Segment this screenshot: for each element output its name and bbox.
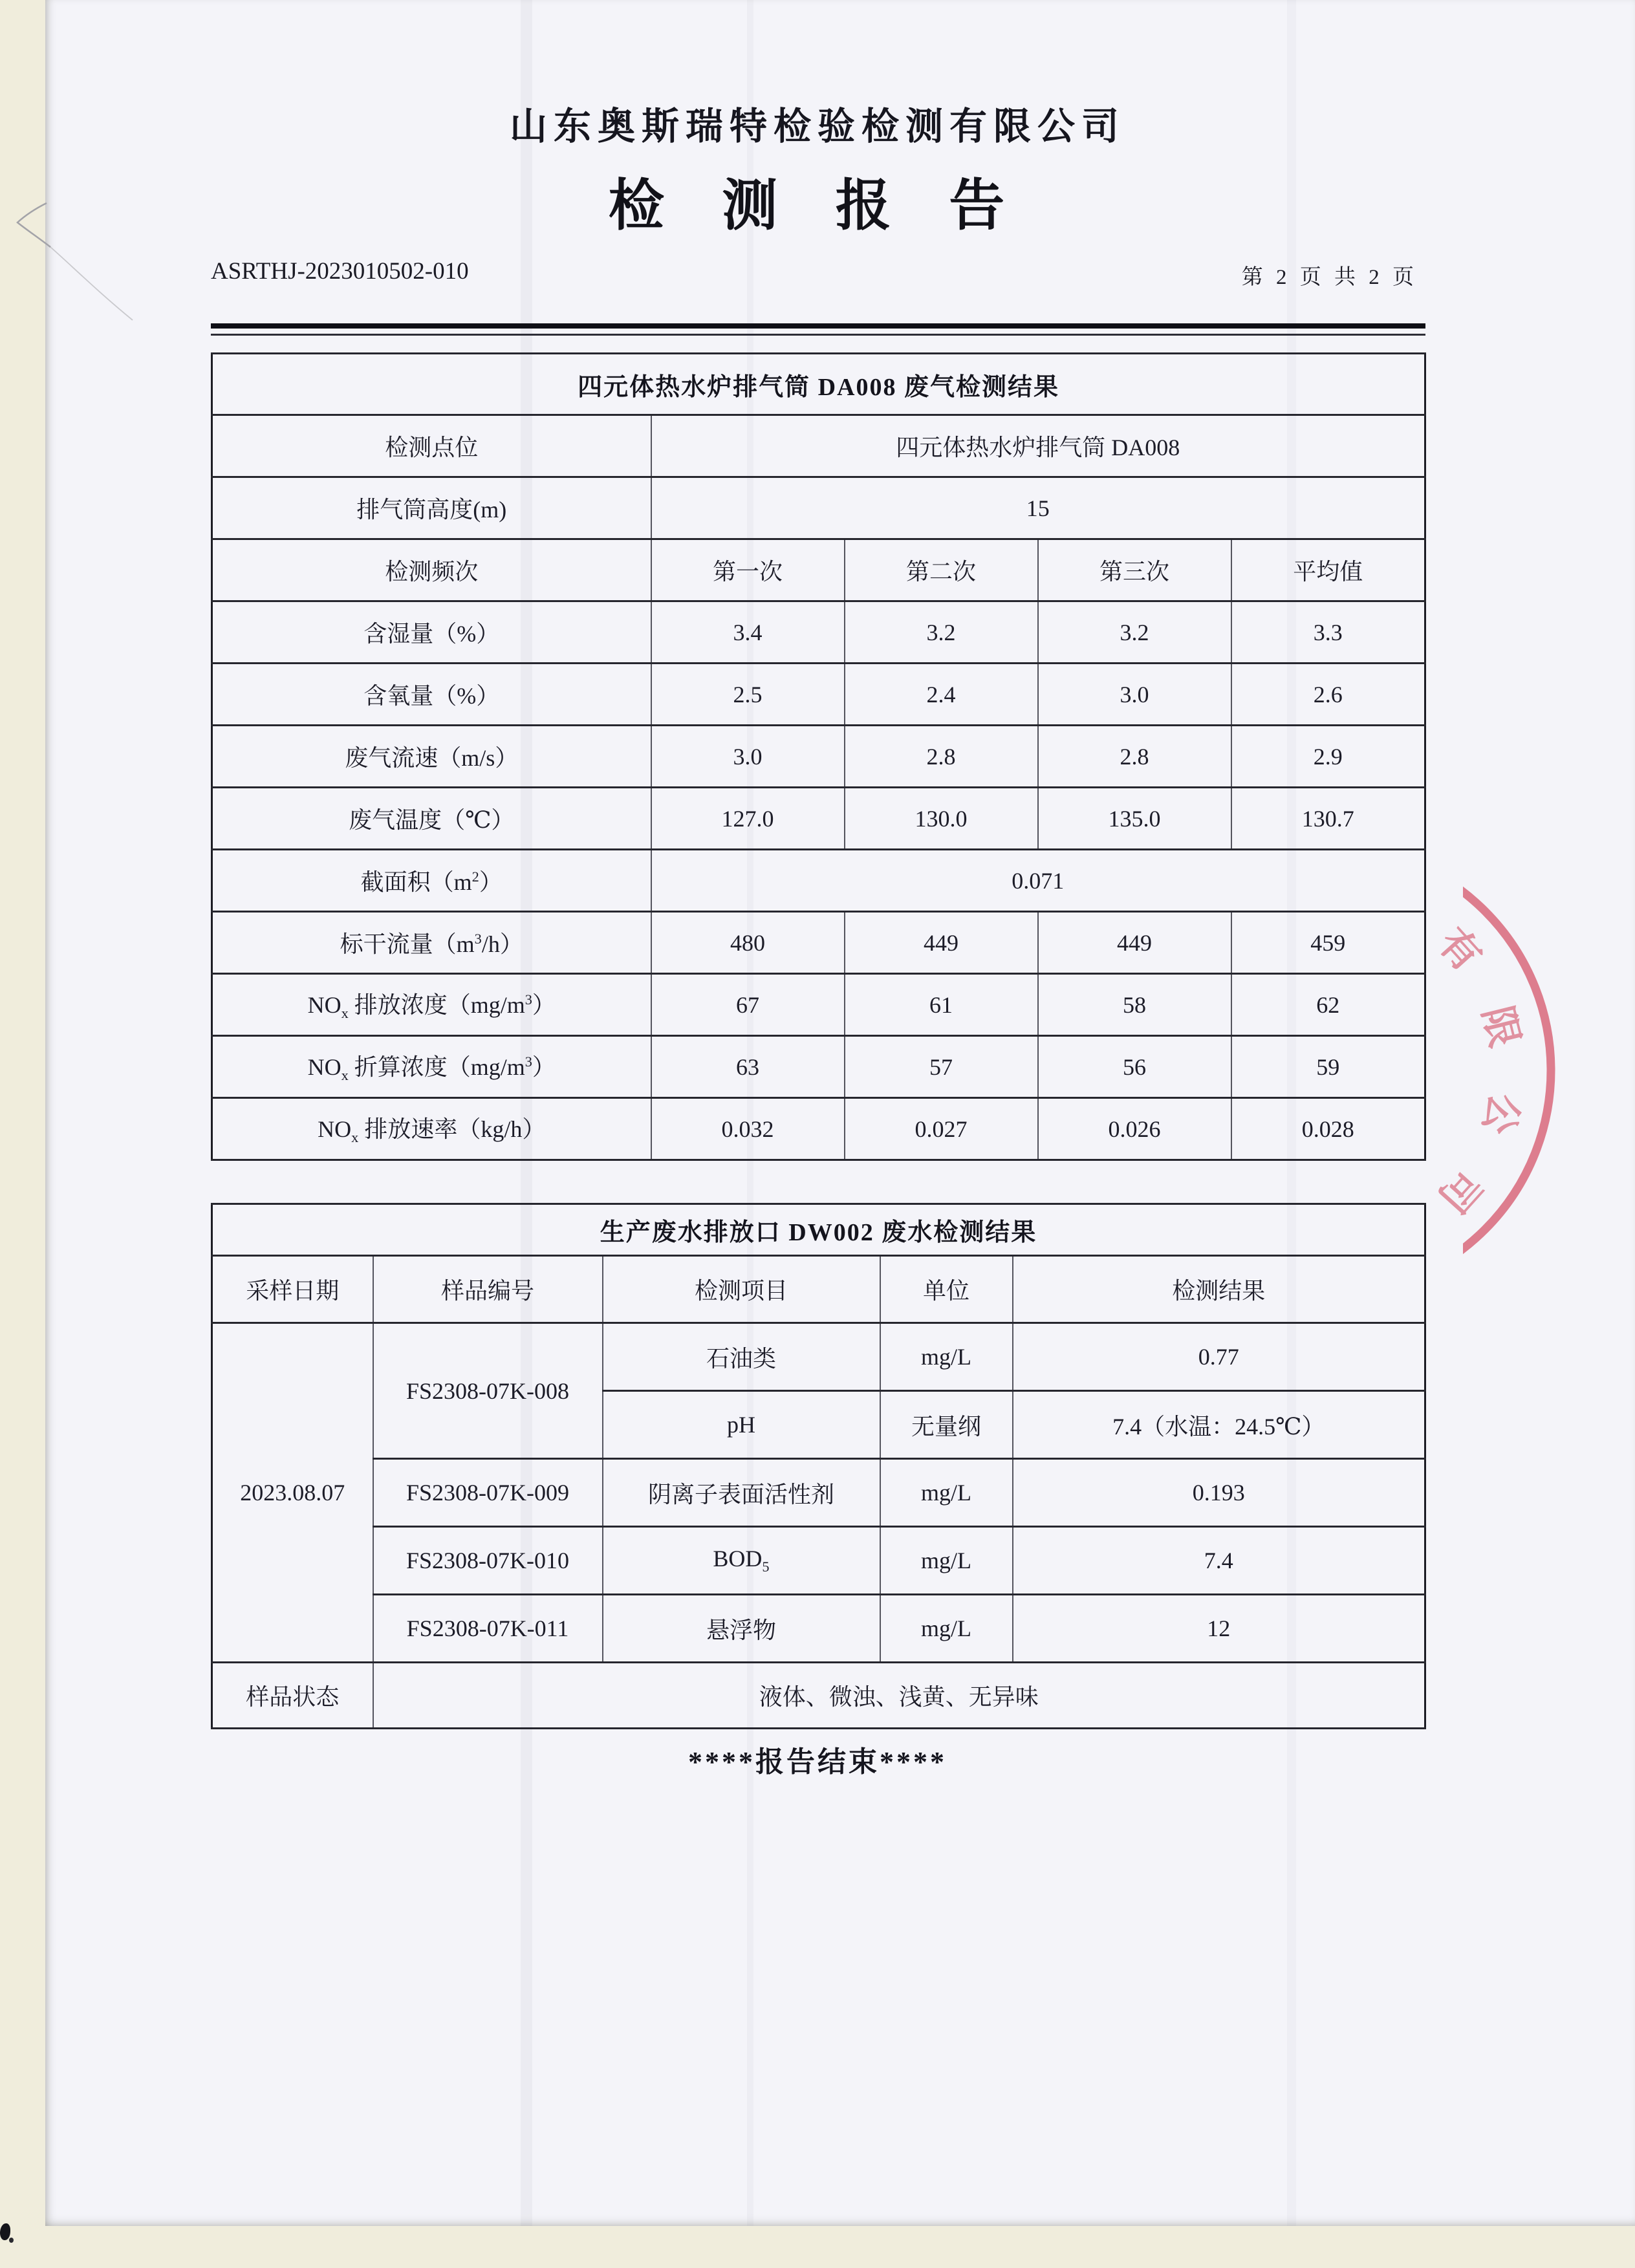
row-label: 检测频次 (212, 539, 651, 601)
gas-table-row (212, 664, 1425, 726)
sample-date: 2023.08.07 (212, 1323, 373, 1663)
row-value: 63 (651, 1036, 845, 1098)
row-value: 3.0 (1038, 664, 1231, 726)
row-value: 449 (845, 912, 1038, 974)
row-value: 2.8 (1038, 726, 1231, 788)
unit: mg/L (880, 1595, 1013, 1663)
water-table-row (212, 1459, 1425, 1527)
sample-number: FS2308-07K-008 (373, 1323, 603, 1459)
report-number: ASRTHJ-2023010502-010 (211, 258, 469, 285)
end-of-report-note: ****报告结束**** (688, 1746, 947, 1778)
water-table-row (212, 1595, 1425, 1663)
row-value: 62 (1231, 974, 1425, 1036)
result: 7.4（水温：24.5℃） (1013, 1391, 1425, 1459)
row-label: 含氧量（%） (212, 664, 651, 726)
document-title: 检 测 报 告 (608, 175, 1027, 237)
row-label: 标干流量$(m^3/h)$ (212, 912, 651, 974)
gas-results-table (211, 352, 1426, 1161)
water-table-title-row (212, 1204, 1425, 1256)
row-value: 130.0 (845, 788, 1038, 850)
pencil-stroke (17, 203, 50, 247)
column-header: 检测结果 (1013, 1256, 1425, 1323)
seal-char: 司 (1429, 1161, 1489, 1220)
gas-table-title: 四元体热水炉排气筒 DA008 废气检测结果 (212, 354, 1425, 415)
row-value: 135.0 (1038, 788, 1231, 850)
column-header: 单位 (880, 1256, 1013, 1323)
test-item: pH (603, 1391, 880, 1459)
row-value: 0.028 (1231, 1098, 1425, 1160)
unit: mg/L (880, 1459, 1013, 1527)
row-value: 480 (651, 912, 845, 974)
seal-char: 限 (1474, 1002, 1527, 1052)
row-label: $NO_x$ 排放浓度$(mg/m^3)$ (212, 974, 651, 1036)
gas-table-row (212, 850, 1425, 912)
row-value: 0.026 (1038, 1098, 1231, 1160)
row-value: 2.6 (1231, 664, 1425, 726)
row-value: 67 (651, 974, 845, 1036)
row-value: 130.7 (1231, 788, 1425, 850)
result: 0.77 (1013, 1323, 1425, 1391)
row-value: 459 (1231, 912, 1425, 974)
sample-status-label: 样品状态 (212, 1663, 373, 1729)
water-table-header-row (212, 1256, 1425, 1323)
row-value: 3.2 (1038, 601, 1231, 664)
row-value: 第二次 (845, 539, 1038, 601)
test-item: 石油类 (603, 1323, 880, 1391)
gas-table-row (212, 726, 1425, 788)
sample-number: FS2308-07K-011 (373, 1595, 603, 1663)
page-number-info: 第 2 页 共 2 页 (1241, 266, 1418, 289)
gas-table-row (212, 974, 1425, 1036)
row-value: 2.5 (651, 664, 845, 726)
row-value: 2.9 (1231, 726, 1425, 788)
company-name: 山东奥斯瑞特检验检测有限公司 (509, 105, 1125, 147)
water-table-title: 生产废水排放口 DW002 废水检测结果 (212, 1204, 1425, 1256)
gas-table-row (212, 1098, 1425, 1160)
header-rule-thin (211, 334, 1425, 336)
column-header: 检测项目 (603, 1256, 880, 1323)
row-label: 含湿量（%） (212, 601, 651, 664)
row-label: 废气流速（m/s） (212, 726, 651, 788)
row-span-value: 四元体热水炉排气筒 DA008 (651, 415, 1425, 477)
row-label: 检测点位 (212, 415, 651, 477)
row-value: 平均值 (1231, 539, 1425, 601)
gas-table-row (212, 415, 1425, 477)
row-value: 2.4 (845, 664, 1038, 726)
row-value: 3.3 (1231, 601, 1425, 664)
sample-status-row (212, 1663, 1425, 1729)
row-span-value: 15 (651, 477, 1425, 539)
row-value: 0.027 (845, 1098, 1038, 1160)
column-header: 样品编号 (373, 1256, 603, 1323)
sample-number: FS2308-07K-009 (373, 1459, 603, 1527)
unit: mg/L (880, 1527, 1013, 1595)
sample-number: FS2308-07K-010 (373, 1527, 603, 1595)
row-value: 2.8 (845, 726, 1038, 788)
pencil-mark (0, 188, 142, 330)
row-value: 3.4 (651, 601, 845, 664)
row-value: 0.032 (651, 1098, 845, 1160)
gas-table-row (212, 912, 1425, 974)
ink-speck (9, 2238, 14, 2243)
row-value: 58 (1038, 974, 1231, 1036)
test-item: $BOD_5$ (603, 1527, 880, 1595)
row-value: 56 (1038, 1036, 1231, 1098)
ink-speck (0, 2223, 10, 2240)
header-rule-thick (211, 323, 1425, 329)
result: 0.193 (1013, 1459, 1425, 1527)
seal-char: 有 (1429, 920, 1489, 980)
result: 7.4 (1013, 1527, 1425, 1595)
row-value: 第一次 (651, 539, 845, 601)
water-table-row (212, 1323, 1425, 1391)
water-table-row (212, 1527, 1425, 1595)
row-value: 第三次 (1038, 539, 1231, 601)
row-value: 127.0 (651, 788, 845, 850)
unit: mg/L (880, 1323, 1013, 1391)
row-label: $NO_x$ 排放速率（kg/h） (212, 1098, 651, 1160)
row-span-value: 0.071 (651, 850, 1425, 912)
gas-table-row (212, 1036, 1425, 1098)
test-item: 悬浮物 (603, 1595, 880, 1663)
row-label: $NO_x$ 折算浓度$(mg/m^3)$ (212, 1036, 651, 1098)
row-value: 3.2 (845, 601, 1038, 664)
row-value: 449 (1038, 912, 1231, 974)
gas-table-row (212, 477, 1425, 539)
row-value: 61 (845, 974, 1038, 1036)
unit: 无量纲 (880, 1391, 1013, 1459)
gas-table-title-row (212, 354, 1425, 415)
row-value: 3.0 (651, 726, 845, 788)
pencil-stroke (50, 247, 133, 320)
water-results-table (211, 1203, 1426, 1729)
row-label: 废气温度（℃） (212, 788, 651, 850)
row-value: 59 (1231, 1036, 1425, 1098)
seal-char: 公 (1474, 1088, 1527, 1139)
row-label: 截面积$(m^2)$ (212, 850, 651, 912)
gas-table-row (212, 788, 1425, 850)
column-header: 采样日期 (212, 1256, 373, 1323)
result: 12 (1013, 1595, 1425, 1663)
row-value: 57 (845, 1036, 1038, 1098)
gas-table-row (212, 601, 1425, 664)
sample-status-value: 液体、微浊、浅黄、无异味 (373, 1663, 1425, 1729)
row-label: 排气筒高度(m) (212, 477, 651, 539)
gas-table-row (212, 539, 1425, 601)
test-item: 阴离子表面活性剂 (603, 1459, 880, 1527)
